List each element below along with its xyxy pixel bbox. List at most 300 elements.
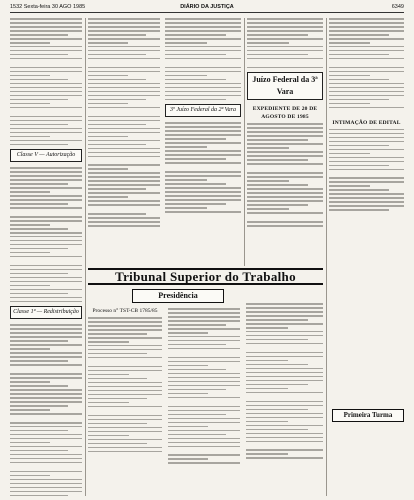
illegible-text-line <box>165 58 241 60</box>
illegible-text-line <box>329 26 404 28</box>
illegible-text-line <box>329 157 404 159</box>
illegible-text-line <box>329 87 404 89</box>
illegible-text-line <box>88 406 162 408</box>
illegible-text-line <box>10 495 68 497</box>
illegible-text-line <box>88 140 160 142</box>
illegible-text-line <box>88 225 160 227</box>
section-heading: Classe V — Autorização <box>10 149 82 162</box>
illegible-text-line <box>329 54 389 56</box>
illegible-text-line <box>165 22 241 24</box>
illegible-text-line <box>168 340 240 342</box>
illegible-text-line <box>246 368 323 370</box>
illegible-text-line <box>165 134 241 136</box>
column-rule <box>244 18 245 266</box>
illegible-text-line <box>329 193 404 195</box>
illegible-text-line <box>247 200 323 202</box>
illegible-text-line <box>88 91 160 93</box>
illegible-text-line <box>246 392 323 394</box>
illegible-text-line <box>88 144 146 146</box>
illegible-text-line <box>246 429 308 431</box>
text-block <box>10 324 82 496</box>
illegible-text-line <box>88 402 129 404</box>
illegible-text-line <box>168 462 240 464</box>
illegible-text-line <box>168 320 240 322</box>
illegible-text-line <box>10 22 82 24</box>
illegible-text-line <box>246 311 323 313</box>
illegible-text-line <box>168 426 208 428</box>
column-1 <box>10 18 82 496</box>
illegible-text-line <box>10 183 68 185</box>
illegible-text-line <box>10 373 82 375</box>
illegible-text-line <box>329 205 404 207</box>
illegible-text-line <box>10 348 50 350</box>
lower-column-a <box>88 303 162 496</box>
illegible-text-line <box>168 308 240 310</box>
illegible-text-line <box>168 418 240 420</box>
illegible-text-line <box>10 252 50 254</box>
illegible-text-line <box>10 116 82 118</box>
illegible-text-line <box>88 353 147 355</box>
column-3 <box>165 18 241 266</box>
illegible-text-line <box>168 389 226 391</box>
illegible-text-line <box>246 384 308 386</box>
illegible-text-line <box>246 335 323 337</box>
illegible-text-line <box>88 349 162 351</box>
illegible-text-line <box>10 207 82 209</box>
illegible-text-line <box>165 26 241 28</box>
illegible-text-line <box>88 423 147 425</box>
section-heading: Juízo Federal da 3ª Vara <box>247 72 323 100</box>
illegible-text-line <box>247 192 323 194</box>
illegible-text-line <box>88 366 162 368</box>
illegible-text-line <box>88 192 160 194</box>
illegible-text-line <box>10 34 68 36</box>
illegible-text-line <box>329 161 404 163</box>
illegible-text-line <box>246 303 323 305</box>
illegible-text-line <box>246 441 323 443</box>
illegible-text-line <box>10 195 82 197</box>
illegible-text-line <box>10 430 68 432</box>
illegible-text-line <box>10 236 82 238</box>
illegible-text-line <box>165 30 241 32</box>
illegible-text-line <box>10 224 50 226</box>
illegible-text-line <box>247 30 323 32</box>
illegible-text-line <box>165 195 241 197</box>
illegible-text-line <box>329 153 370 155</box>
illegible-text-line <box>165 183 226 185</box>
illegible-text-line <box>168 348 240 350</box>
illegible-text-line <box>247 54 308 56</box>
illegible-text-line <box>10 389 82 391</box>
lower-column-b <box>168 303 240 496</box>
illegible-text-line <box>88 337 162 339</box>
illegible-text-line <box>165 199 241 201</box>
illegible-text-line <box>329 50 404 52</box>
text-block <box>165 122 241 220</box>
illegible-text-line <box>10 377 82 379</box>
illegible-text-line <box>168 385 240 387</box>
illegible-text-line <box>88 38 160 40</box>
illegible-text-line <box>10 393 82 395</box>
illegible-text-line <box>88 439 162 441</box>
illegible-text-line <box>329 181 404 183</box>
illegible-text-line <box>165 130 241 132</box>
illegible-text-line <box>168 442 240 444</box>
sub-heading: INTIMAÇÃO DE EDITAL <box>332 119 401 126</box>
illegible-text-line <box>329 141 404 143</box>
illegible-text-line <box>88 136 128 138</box>
illegible-text-line <box>88 128 160 130</box>
text-block <box>247 18 323 68</box>
illegible-text-line <box>88 394 162 396</box>
illegible-text-line <box>10 450 68 452</box>
illegible-text-line <box>247 143 323 145</box>
illegible-text-line <box>246 356 323 358</box>
illegible-text-line <box>329 38 404 40</box>
illegible-text-line <box>10 83 82 85</box>
illegible-text-line <box>165 75 207 77</box>
illegible-text-line <box>247 163 323 165</box>
illegible-text-line <box>88 58 160 60</box>
illegible-text-line <box>10 203 68 205</box>
illegible-text-line <box>247 50 323 52</box>
illegible-text-line <box>246 307 323 309</box>
illegible-text-line <box>246 425 323 427</box>
illegible-text-line <box>10 405 68 407</box>
illegible-text-line <box>10 26 82 28</box>
illegible-text-line <box>10 179 82 181</box>
illegible-text-line <box>247 180 289 182</box>
illegible-text-line <box>329 30 404 32</box>
illegible-text-line <box>165 71 241 73</box>
illegible-text-line <box>88 317 162 319</box>
illegible-text-line <box>246 409 308 411</box>
illegible-text-line <box>88 34 146 36</box>
illegible-text-line <box>10 256 82 258</box>
illegible-text-line <box>329 18 404 20</box>
illegible-text-line <box>165 50 241 52</box>
text-block <box>246 303 323 459</box>
illegible-text-line <box>247 225 323 227</box>
illegible-text-line <box>10 356 82 358</box>
illegible-text-line <box>10 220 82 222</box>
illegible-text-line <box>168 328 240 330</box>
illegible-text-line <box>168 332 208 334</box>
illegible-text-line <box>10 409 50 411</box>
illegible-text-line <box>165 34 226 36</box>
text-block <box>329 129 404 211</box>
illegible-text-line <box>247 212 323 214</box>
illegible-text-line <box>246 352 323 354</box>
illegible-text-line <box>10 277 82 279</box>
illegible-text-line <box>247 139 308 141</box>
illegible-text-line <box>168 446 240 448</box>
illegible-text-line <box>329 99 389 101</box>
illegible-text-line <box>168 414 226 416</box>
illegible-text-line <box>10 132 82 134</box>
illegible-text-line <box>165 207 207 209</box>
illegible-text-line <box>246 360 288 362</box>
illegible-text-line <box>246 413 323 415</box>
illegible-text-line <box>329 149 404 151</box>
illegible-text-line <box>329 145 389 147</box>
illegible-text-line <box>329 46 404 48</box>
illegible-text-line <box>247 196 323 198</box>
illegible-text-line <box>168 324 226 326</box>
illegible-text-line <box>88 156 160 158</box>
illegible-text-line <box>247 18 323 20</box>
illegible-text-line <box>246 453 288 455</box>
illegible-text-line <box>10 285 50 287</box>
illegible-text-line <box>329 189 389 191</box>
illegible-text-line <box>10 360 68 362</box>
illegible-text-line <box>168 438 240 440</box>
illegible-text-line <box>329 67 404 69</box>
illegible-text-line <box>247 159 308 161</box>
illegible-text-line <box>247 172 323 174</box>
illegible-text-line <box>165 158 226 160</box>
illegible-text-line <box>247 204 308 206</box>
column-5 <box>329 18 404 496</box>
illegible-text-line <box>165 150 241 152</box>
illegible-text-line <box>165 203 226 205</box>
illegible-text-line <box>88 374 129 376</box>
illegible-text-line <box>88 390 162 392</box>
illegible-text-line <box>10 216 82 218</box>
illegible-text-line <box>88 357 162 359</box>
illegible-text-line <box>10 265 82 267</box>
illegible-text-line <box>88 386 162 388</box>
illegible-text-line <box>88 71 160 73</box>
illegible-text-line <box>88 87 160 89</box>
illegible-text-line <box>168 344 226 346</box>
illegible-text-line <box>10 401 82 403</box>
illegible-text-line <box>88 451 162 453</box>
illegible-text-line <box>10 87 82 89</box>
illegible-text-line <box>329 91 404 93</box>
illegible-text-line <box>329 197 404 199</box>
illegible-text-line <box>329 133 404 135</box>
primeira-turma-heading: Primeira Turma <box>332 409 404 422</box>
illegible-text-line <box>88 116 160 118</box>
illegible-text-line <box>88 152 160 154</box>
illegible-text-line <box>10 128 82 130</box>
illegible-text-line <box>88 419 162 421</box>
illegible-text-line <box>88 83 160 85</box>
illegible-text-line <box>10 454 82 456</box>
illegible-text-line <box>10 297 82 299</box>
illegible-text-line <box>168 454 240 456</box>
illegible-text-line <box>168 361 240 363</box>
illegible-text-line <box>10 479 82 481</box>
illegible-text-line <box>10 107 82 109</box>
illegible-text-line <box>88 398 147 400</box>
illegible-text-line <box>329 34 389 36</box>
illegible-text-line <box>168 406 240 408</box>
illegible-text-line <box>168 422 240 424</box>
illegible-text-line <box>329 71 404 73</box>
illegible-text-line <box>88 148 160 150</box>
illegible-text-line <box>329 42 370 44</box>
illegible-text-line <box>10 124 68 126</box>
illegible-text-line <box>10 344 82 346</box>
illegible-text-line <box>88 333 147 335</box>
illegible-text-line <box>247 155 323 157</box>
illegible-text-line <box>88 382 162 384</box>
illegible-text-line <box>88 204 160 206</box>
illegible-text-line <box>247 67 323 69</box>
illegible-text-line <box>165 138 226 140</box>
illegible-text-line <box>168 410 240 412</box>
illegible-text-line <box>10 328 82 330</box>
illegible-text-line <box>165 211 241 213</box>
illegible-text-line <box>247 151 323 153</box>
illegible-text-line <box>168 316 240 318</box>
illegible-text-line <box>88 42 128 44</box>
illegible-text-line <box>10 232 82 234</box>
illegible-text-line <box>247 46 323 48</box>
illegible-text-line <box>10 167 82 169</box>
illegible-text-line <box>10 385 68 387</box>
illegible-text-line <box>10 332 82 334</box>
illegible-text-line <box>88 180 160 182</box>
illegible-text-line <box>10 471 82 473</box>
illegible-text-line <box>88 95 160 97</box>
illegible-text-line <box>165 91 241 93</box>
illegible-text-line <box>329 129 404 131</box>
illegible-text-line <box>10 79 68 81</box>
header-title: DIÁRIO DA JUSTIÇA <box>180 4 234 10</box>
illegible-text-line <box>10 442 50 444</box>
illegible-text-line <box>168 430 240 432</box>
illegible-text-line <box>10 99 68 101</box>
illegible-text-line <box>10 301 82 303</box>
illegible-text-line <box>165 122 241 124</box>
illegible-text-line <box>10 273 68 275</box>
illegible-text-line <box>10 244 82 246</box>
illegible-text-line <box>88 54 146 56</box>
illegible-text-line <box>88 176 160 178</box>
illegible-text-line <box>10 240 82 242</box>
illegible-text-line <box>165 146 207 148</box>
illegible-text-line <box>10 54 68 56</box>
illegible-text-line <box>246 364 308 366</box>
illegible-text-line <box>88 120 160 122</box>
illegible-text-line <box>247 147 289 149</box>
illegible-text-line <box>10 446 82 448</box>
illegible-text-line <box>168 458 208 460</box>
illegible-text-line <box>10 438 82 440</box>
illegible-text-line <box>329 58 404 60</box>
illegible-text-line <box>88 196 128 198</box>
illegible-text-line <box>10 30 82 32</box>
illegible-text-line <box>165 83 241 85</box>
illegible-text-line <box>329 79 389 81</box>
illegible-text-line <box>10 50 82 52</box>
running-header <box>10 2 404 13</box>
illegible-text-line <box>329 177 404 179</box>
illegible-text-line <box>246 343 323 345</box>
illegible-text-line <box>247 38 323 40</box>
column-rule <box>326 18 327 496</box>
illegible-text-line <box>246 421 288 423</box>
illegible-text-line <box>88 200 160 202</box>
illegible-text-line <box>329 95 404 97</box>
text-block <box>10 18 82 145</box>
text-block <box>165 18 241 100</box>
illegible-text-line <box>10 475 50 477</box>
illegible-text-line <box>10 413 82 415</box>
illegible-text-line <box>88 415 162 417</box>
illegible-text-line <box>10 422 82 424</box>
illegible-text-line <box>88 79 146 81</box>
illegible-text-line <box>10 71 82 73</box>
illegible-text-line <box>88 164 160 166</box>
illegible-text-line <box>88 431 162 433</box>
illegible-text-line <box>247 34 308 36</box>
illegible-text-line <box>168 434 226 436</box>
illegible-text-line <box>247 131 323 133</box>
illegible-text-line <box>329 107 404 109</box>
illegible-text-line <box>165 87 241 89</box>
illegible-text-line <box>10 191 50 193</box>
illegible-text-line <box>88 184 160 186</box>
illegible-text-line <box>246 405 323 407</box>
illegible-text-line <box>246 433 323 435</box>
illegible-text-line <box>165 154 241 156</box>
illegible-text-line <box>88 370 162 372</box>
illegible-text-line <box>88 345 162 347</box>
illegible-text-line <box>88 67 160 69</box>
illegible-text-line <box>165 38 241 40</box>
section-heading: Classe 1ª — Redistribuição <box>10 306 82 319</box>
illegible-text-line <box>10 175 82 177</box>
illegible-text-line <box>10 140 82 142</box>
tribunal-banner: Tribunal Superior do Trabalho <box>88 268 323 285</box>
illegible-text-line <box>10 397 82 399</box>
column-rule <box>85 18 86 496</box>
illegible-text-line <box>10 426 82 428</box>
illegible-text-line <box>246 323 323 325</box>
illegible-text-line <box>88 188 146 190</box>
illegible-text-line <box>88 447 162 449</box>
illegible-text-line <box>165 191 241 193</box>
illegible-text-line <box>168 381 240 383</box>
illegible-text-line <box>10 289 82 291</box>
illegible-text-line <box>168 357 240 359</box>
illegible-text-line <box>10 487 82 489</box>
illegible-text-line <box>88 22 160 24</box>
illegible-text-line <box>10 144 68 146</box>
illegible-text-line <box>10 46 82 48</box>
illegible-text-line <box>168 365 208 367</box>
illegible-text-line <box>88 321 162 323</box>
illegible-text-line <box>246 315 323 317</box>
illegible-text-line <box>88 18 160 20</box>
process-number: Processo n° TST-CB 1785/85 <box>92 308 158 314</box>
illegible-text-line <box>10 352 82 354</box>
illegible-text-line <box>165 187 241 189</box>
lower-column-c <box>246 303 323 496</box>
header-date: 1532 Sexta-feira 30 AGO 1985 <box>10 4 86 10</box>
illegible-text-line <box>165 175 241 177</box>
illegible-text-line <box>247 58 323 60</box>
illegible-text-line <box>246 388 288 390</box>
section-heading: 3º Juízo Federal da 2ª Vara <box>165 104 241 117</box>
illegible-text-line <box>168 369 226 371</box>
illegible-text-line <box>329 137 404 139</box>
illegible-text-line <box>10 364 82 366</box>
